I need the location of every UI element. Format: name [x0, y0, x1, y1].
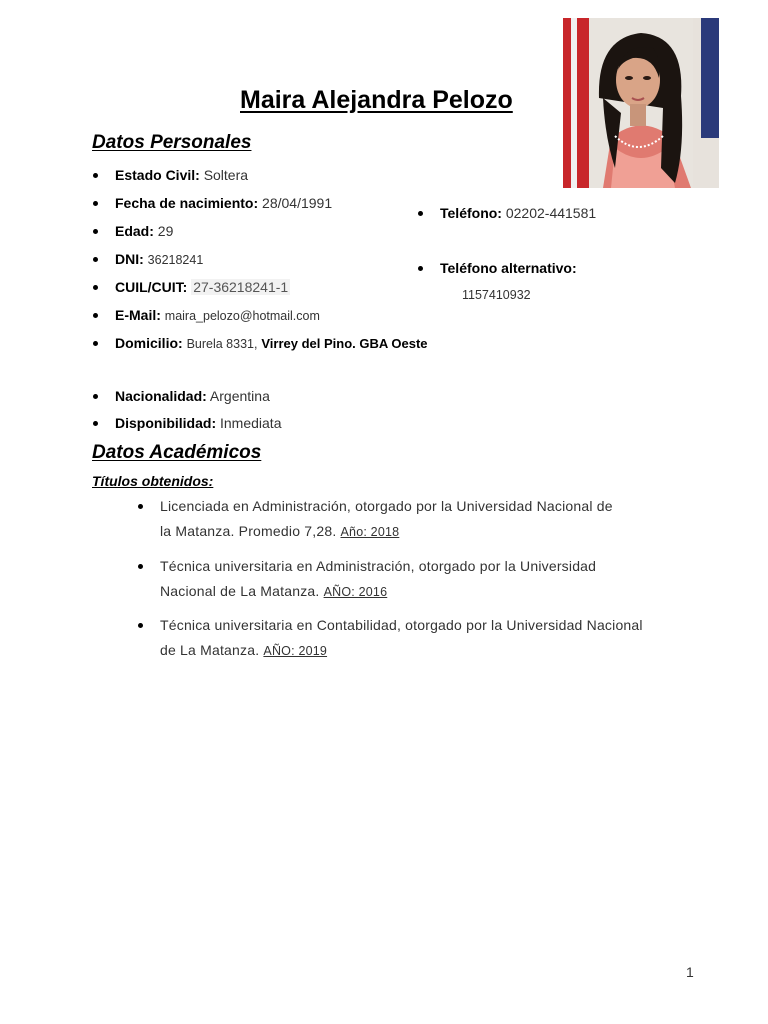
domicilio-street: Burela 8331, — [186, 337, 258, 351]
bullet-icon — [93, 229, 98, 234]
bullet-icon — [93, 257, 98, 262]
cuil-label: CUIL/CUIT: — [115, 279, 188, 295]
estado-civil-row — [115, 166, 248, 184]
degree-line-2: de La Matanza. — [160, 642, 260, 658]
bullet-icon — [93, 421, 98, 426]
edad-row — [115, 222, 173, 240]
disponibilidad-value: Inmediata — [220, 415, 282, 431]
fecha-nacimiento-row — [115, 194, 332, 212]
bullet-icon — [93, 313, 98, 318]
degree-line-1: Técnica universitaria en Contabilidad, otorgado por la Universidad Nacional — [160, 617, 643, 633]
dni-row — [115, 250, 203, 269]
domicilio-city: Virrey del Pino. GBA Oeste — [261, 336, 428, 351]
telefono-alt-value: 1157410932 — [462, 288, 531, 302]
nacionalidad-label: Nacionalidad: — [115, 388, 207, 404]
email-row — [115, 306, 320, 325]
fecha-nacimiento-label: Fecha de nacimiento: — [115, 195, 259, 211]
bullet-icon — [93, 173, 98, 178]
email-value[interactable]: maira_pelozo@hotmail.com — [164, 309, 320, 323]
cuil-value: 27-36218241-1 — [193, 279, 289, 295]
candidate-name: Maira Alejandra Pelozo — [240, 86, 513, 114]
telefono-alt-row — [440, 259, 577, 277]
degree-line-2: Nacional de La Matanza. — [160, 583, 320, 599]
nacionalidad-value: Argentina — [209, 388, 270, 404]
degree-line-1: Licenciada en Administración, otorgado por la Universidad Nacional de — [160, 498, 613, 514]
degree-year: Año: 2018 — [340, 525, 400, 539]
degrees-subheading: Títulos obtenidos: — [92, 473, 214, 489]
edad-value: 29 — [157, 223, 174, 239]
domicilio-row — [115, 334, 428, 353]
telefono-label: Teléfono: — [440, 205, 502, 221]
dni-value: 36218241 — [147, 253, 204, 267]
degree-item — [160, 613, 700, 664]
degree-item — [160, 494, 700, 545]
disponibilidad-row — [115, 414, 281, 432]
estado-civil-label: Estado Civil: — [115, 167, 200, 183]
profile-photo — [563, 18, 719, 188]
personal-data-heading: Datos Personales — [92, 132, 252, 153]
academic-data-heading: Datos Académicos — [92, 442, 262, 463]
degree-line-1: Técnica universitaria en Administración, otorgado por la Universidad — [160, 558, 597, 574]
bullet-icon — [138, 504, 143, 509]
bullet-icon — [93, 341, 98, 346]
bullet-icon — [418, 211, 423, 216]
disponibilidad-label: Disponibilidad: — [115, 415, 217, 431]
profile-photo-image — [563, 18, 719, 188]
nacionalidad-row — [115, 387, 270, 405]
telefono-alt-label: Teléfono alternativo: — [440, 260, 577, 276]
degree-item — [160, 554, 700, 605]
degree-line-2: la Matanza. Promedio 7,28. — [160, 523, 337, 539]
degree-year: AÑO: 2019 — [263, 644, 328, 658]
cuil-row — [115, 278, 290, 296]
telefono-row — [440, 204, 596, 222]
edad-label: Edad: — [115, 223, 154, 239]
page-number: 1 — [686, 964, 694, 980]
domicilio-label: Domicilio: — [115, 335, 183, 351]
bullet-icon — [93, 201, 98, 206]
bullet-icon — [138, 564, 143, 569]
bullet-icon — [93, 394, 98, 399]
telefono-alt-value-row — [462, 285, 531, 304]
bullet-icon — [93, 285, 98, 290]
dni-label: DNI: — [115, 251, 144, 267]
telefono-value: 02202-441581 — [505, 205, 597, 221]
degree-year: AÑO: 2016 — [323, 585, 388, 599]
bullet-icon — [138, 623, 143, 628]
email-label: E-Mail: — [115, 307, 161, 323]
bullet-icon — [418, 266, 423, 271]
estado-civil-value: Soltera — [203, 167, 249, 183]
fecha-nacimiento-value: 28/04/1991 — [262, 195, 333, 211]
